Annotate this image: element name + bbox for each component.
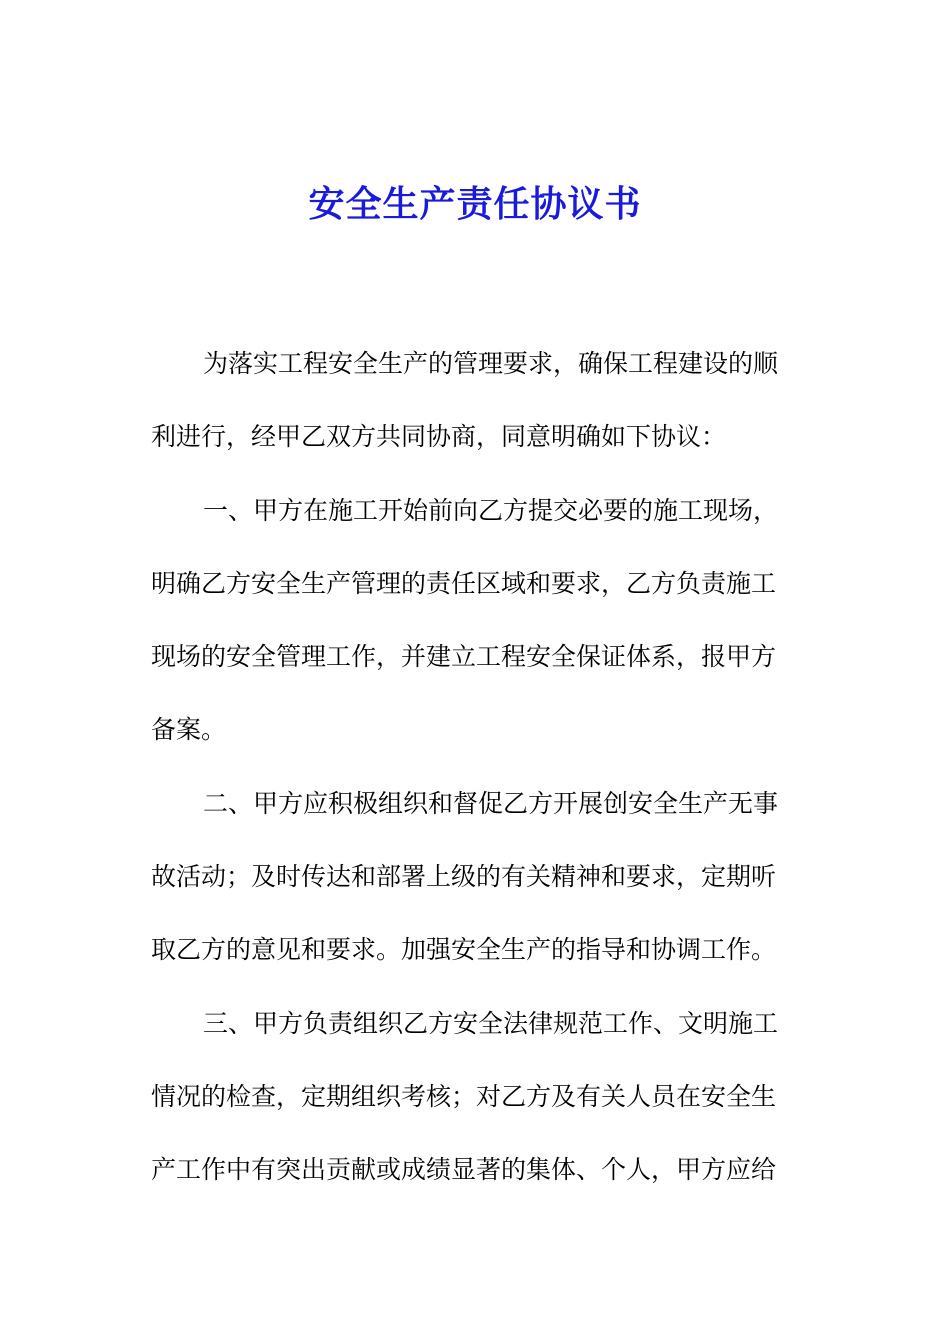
paragraph-line: 为落实工程安全生产的管理要求，确保工程建设的顺 xyxy=(203,349,779,378)
paragraph-line: 备案。 xyxy=(151,715,227,745)
paragraph-line: 现场的安全管理工作，并建立工程安全保证体系，报甲方 xyxy=(151,642,777,672)
paragraph-line: 二、甲方应积极组织和督促乙方开展创安全生产无事 xyxy=(203,788,779,818)
paragraph-line: 一、甲方在施工开始前向乙方提交必要的施工现场， xyxy=(203,495,779,525)
document-title: 安全生产责任协议书 xyxy=(308,183,642,225)
document-body xyxy=(151,327,791,1207)
paragraph-line: 取乙方的意见和要求。加强安全生产的指导和协调工作。 xyxy=(151,935,777,965)
paragraph-line: 产工作中有突出贡献或成绩显著的集体、个人，甲方应给 xyxy=(151,1155,777,1185)
paragraph-line: 明确乙方安全生产管理的责任区域和要求，乙方负责施工 xyxy=(151,568,777,598)
paragraph-line: 利进行，经甲乙双方共同协商，同意明确如下协议： xyxy=(151,422,727,452)
paragraph-line: 故活动；及时传达和部署上级的有关精神和要求，定期听 xyxy=(151,862,777,892)
paragraph-line: 情况的检查，定期组织考核；对乙方及有关人员在安全生 xyxy=(151,1081,777,1111)
paragraph-line: 三、甲方负责组织乙方安全法律规范工作、文明施工 xyxy=(203,1008,779,1038)
